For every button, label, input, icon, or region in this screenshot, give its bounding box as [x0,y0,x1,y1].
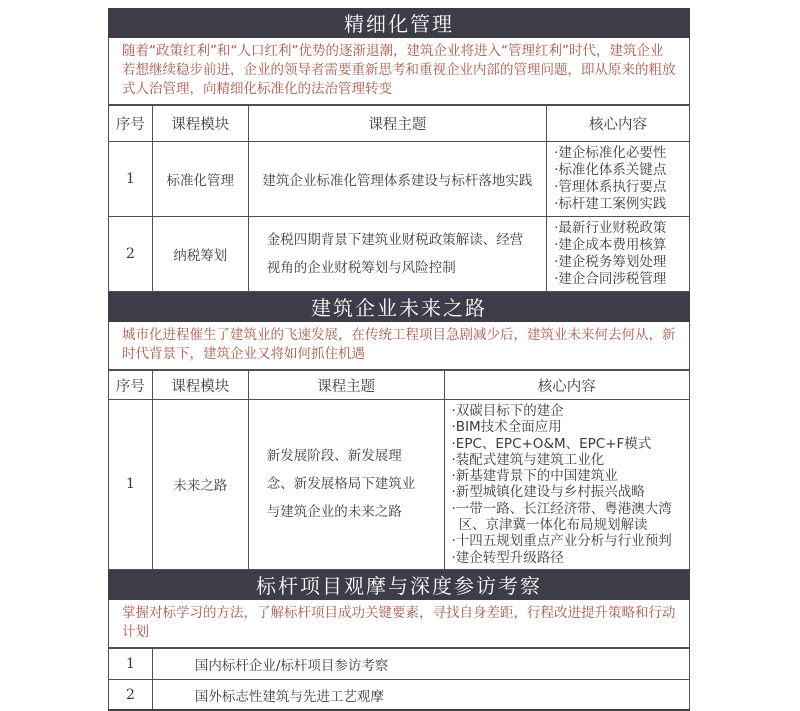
section-title-bar-refined-management: 精细化管理 [108,8,690,38]
column-header-theme: 课程主题 [248,371,444,400]
column-header-core: 核心内容 [547,106,690,142]
visit-table-benchmark [108,648,690,711]
table-row [109,142,690,217]
column-header-no: 序号 [109,106,153,142]
core-bullet: ·建企税务筹划处理 [554,254,667,270]
column-header-theme: 课程主题 [248,106,546,142]
theme-cell: 金税四期背景下建筑业财税政策解读、经营视角的企业财税筹划与风险控制 [248,217,546,292]
core-bullet: ·建企标准化必要性 [554,145,667,161]
theme-cell: 新发展阶段、新发展理念、新发展格局下建筑业与建筑企业的未来之路 [248,400,444,570]
core-bullet: ·标准化体系关键点 [554,162,667,178]
core-bullet: ·建企合同涉税管理 [554,271,667,287]
section-intro-benchmark-visit: 掌握对标学习的方法，了解标杆项目成功关键要素，寻找自身差距，行程改进提升策略和行动计划 [108,600,690,648]
core-bullet: ·装配式建筑与建筑工业化 [451,451,605,468]
core-bullet: ·一带一路、长江经济带、粤港澳大湾区、京津冀一体化布局规划解读 [451,500,672,534]
section-title-bar-benchmark-visit: 标杆项目观摩与深度参访考察 [108,570,690,600]
core-bullet: ·双碳目标下的建企 [451,403,564,419]
course-sheet [108,8,690,711]
column-header-no: 序号 [109,371,153,400]
theme-cell: 建筑企业标准化管理体系建设与标杆落地实践 [248,142,546,217]
course-table-refined-management [108,105,690,292]
table-header-row [109,106,690,142]
table-row [109,400,690,570]
core-bullet: ·十四五规划重点产业分析与行业预判 [451,533,672,550]
module-cell: 标准化管理 [152,142,248,217]
core-bullet: ·标杆建工案例实践 [554,196,667,212]
module-cell: 纳税筹划 [152,217,248,292]
core-bullet: ·新基建背景下的中国建筑业 [451,468,618,485]
core-bullet: ·EPC、EPC+O&M、EPC+F模式 [451,435,652,452]
core-bullet: ·最新行业财税政策 [554,220,667,236]
row-number-cell: 2 [109,679,153,710]
row-number-cell: 1 [109,400,153,570]
row-number-cell: 1 [109,142,153,217]
core-content-cell [547,217,690,292]
table-row [109,679,690,710]
module-cell: 未来之路 [152,400,248,570]
section-title-bar-future-road: 建筑企业未来之路 [108,292,690,322]
table-header-row [109,371,690,400]
core-content-cell [444,400,689,570]
core-bullet: ·BIM技术全面应用 [451,419,562,436]
core-bullet: ·建企转型升级路径 [451,549,564,566]
section-intro-refined-management: 随着“政策红利”和“人口红利”优势的逐渐退潮，建筑企业将进入“管理红利”时代，建筑企业若想继续稳步前进，企业的领导者需要重新思考和重视企业内部的管理问题，即从原来的粗放式人治管理，向精细化标准化的法治管理转变 [108,38,690,105]
section-intro-future-road: 城市化进程催生了建筑业的飞速发展，在传统工程项目急剧减少后，建筑业未来何去何从，新时代背景下，建筑企业又将如何抓住机遇 [108,322,690,370]
column-header-core: 核心内容 [444,371,689,400]
row-number-cell: 2 [109,217,153,292]
core-bullet: ·管理体系执行要点 [554,179,667,195]
course-table-future-road [108,370,690,570]
column-header-module: 课程模块 [152,371,248,400]
core-bullet: ·建企成本费用核算 [554,237,667,253]
table-row [109,648,690,679]
visit-item-cell: 国内标杆企业/标杆项目参访考察 [152,648,689,679]
table-row [109,217,690,292]
column-header-module: 课程模块 [152,106,248,142]
visit-item-cell: 国外标志性建筑与先进工艺观摩 [152,679,689,710]
core-content-cell [547,142,690,217]
row-number-cell: 1 [109,648,153,679]
core-bullet: ·新型城镇化建设与乡村振兴战略 [451,484,645,501]
